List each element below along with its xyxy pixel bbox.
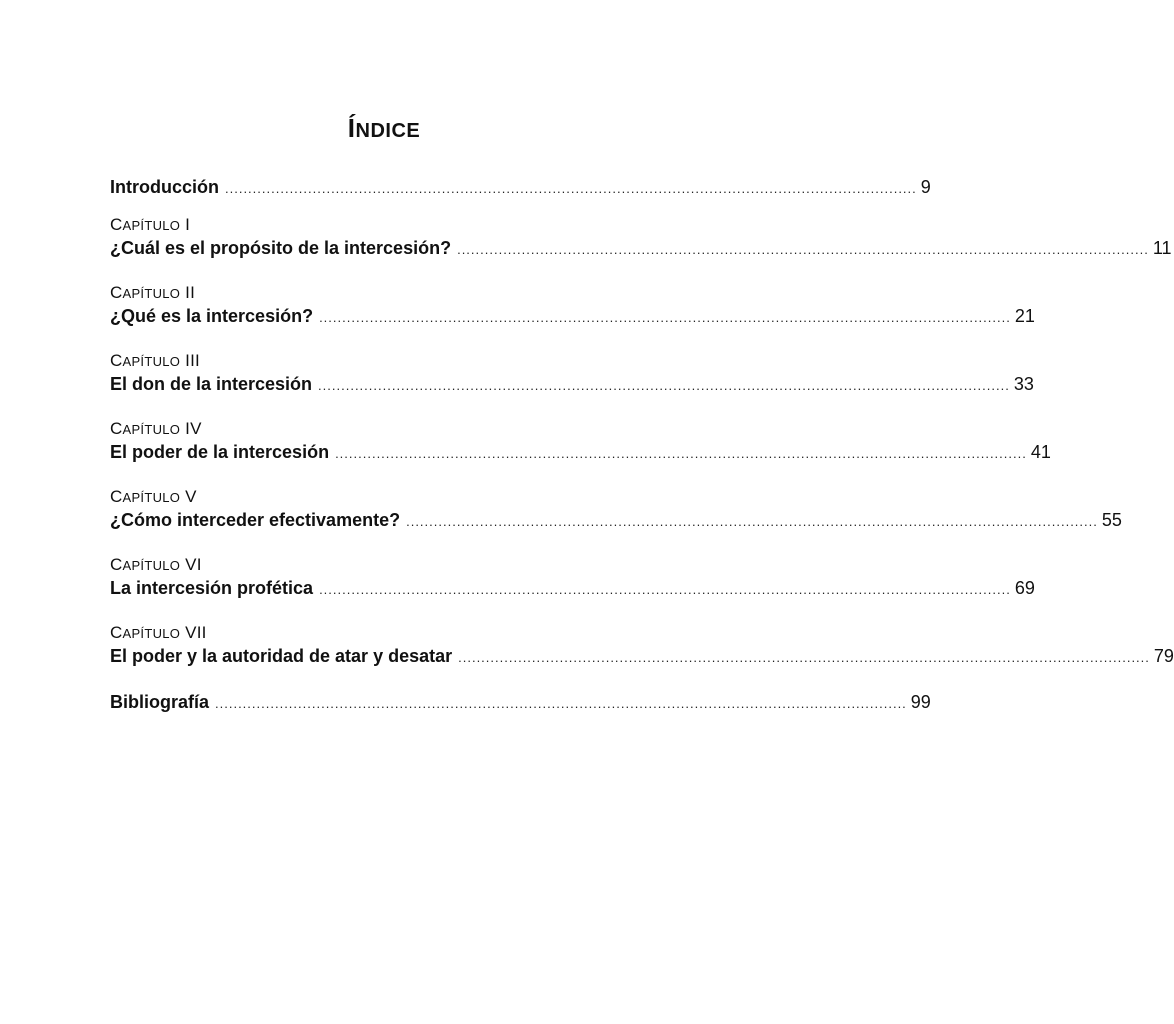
dot-leader: ......................................................................................................................................................	[318, 378, 1010, 393]
toc-entry-line	[110, 304, 1035, 330]
toc-chapter-5	[110, 487, 1122, 534]
page-number: 69	[1014, 578, 1035, 598]
page-title-rest: NDICE	[355, 120, 421, 142]
chapter-label	[110, 419, 722, 440]
chapter-word-initial: C	[110, 215, 123, 234]
chapter-numeral: I	[185, 215, 191, 234]
toc-entry-bibliography	[110, 690, 931, 716]
chapter-numeral: III	[185, 351, 200, 370]
page-number: 33	[1013, 374, 1034, 394]
dot-leader: ......................................................................................................................................................	[215, 696, 907, 711]
page-number: 9	[920, 177, 931, 197]
dot-leader: ......................................................................................................................................................	[319, 582, 1011, 597]
page-number: 79	[1153, 646, 1174, 666]
page-number: 21	[1014, 306, 1035, 326]
toc-entry-line	[110, 690, 931, 716]
toc-entry-line	[110, 175, 931, 201]
chapter-word-initial: C	[110, 487, 123, 506]
chapter-label	[110, 623, 722, 644]
toc-entry-line	[110, 644, 1174, 670]
page-title-initial: Í	[347, 113, 356, 143]
toc-entry-line	[110, 576, 1035, 602]
entry-title: ¿Qué es la intercesión?	[110, 306, 314, 326]
dot-leader: ......................................................................................................................................................	[335, 446, 1027, 461]
toc-chapter-7	[110, 623, 1174, 670]
toc-entry-line	[110, 372, 1034, 398]
chapter-word-rest: APÍTULO	[122, 490, 181, 505]
chapter-numeral: V	[185, 487, 197, 506]
entry-title: El poder y la autoridad de atar y desatar	[110, 646, 453, 666]
toc-chapter-4	[110, 419, 1051, 466]
toc-entry-line	[110, 236, 1172, 262]
entry-title: Introducción	[110, 177, 219, 197]
toc-entry-line	[110, 440, 1051, 466]
page-number: 55	[1101, 510, 1122, 530]
page-number: 41	[1030, 442, 1051, 462]
toc-chapter-1	[110, 215, 1172, 262]
chapter-word-rest: APÍTULO	[122, 218, 181, 233]
entry-title: ¿Cuál es el propósito de la intercesión?	[110, 238, 452, 258]
toc-entry-line	[110, 508, 1122, 534]
chapter-numeral: VII	[185, 623, 207, 642]
entry-title: Bibliografía	[110, 692, 210, 712]
page-title	[0, 113, 768, 144]
entry-title: ¿Cómo interceder efectivamente?	[110, 510, 401, 530]
chapter-word-initial: C	[110, 419, 123, 438]
dot-leader: ......................................................................................................................................................	[406, 514, 1098, 529]
chapter-label	[110, 351, 722, 372]
chapter-word-rest: APÍTULO	[122, 354, 181, 369]
dot-leader: ......................................................................................................................................................	[458, 650, 1150, 665]
toc-chapter-3	[110, 351, 1034, 398]
chapter-word-rest: APÍTULO	[122, 286, 181, 301]
chapter-word-initial: C	[110, 283, 123, 302]
table-of-contents	[110, 175, 1174, 716]
chapter-word-rest: APÍTULO	[122, 626, 181, 641]
entry-title: El poder de la intercesión	[110, 442, 330, 462]
page-number: 11	[1152, 238, 1172, 258]
dot-leader: ......................................................................................................................................................	[319, 310, 1011, 325]
entry-title: La intercesión profética	[110, 578, 314, 598]
chapter-label	[110, 215, 722, 236]
dot-leader: ......................................................................................................................................................	[225, 181, 917, 196]
chapter-word-rest: APÍTULO	[122, 558, 181, 573]
chapter-label	[110, 555, 722, 576]
toc-chapter-2	[110, 283, 1035, 330]
chapter-label	[110, 283, 722, 304]
chapter-word-rest: APÍTULO	[122, 422, 181, 437]
toc-chapter-6	[110, 555, 1035, 602]
entry-title: El don de la intercesión	[110, 374, 313, 394]
dot-leader: ......................................................................................................................................................	[457, 242, 1149, 257]
page-number: 99	[910, 692, 931, 712]
chapter-word-initial: C	[110, 623, 123, 642]
chapter-label	[110, 487, 722, 508]
chapter-word-initial: C	[110, 351, 123, 370]
chapter-numeral: IV	[185, 419, 202, 438]
chapter-numeral: VI	[185, 555, 202, 574]
chapter-word-initial: C	[110, 555, 123, 574]
toc-entry-introduction	[110, 175, 931, 201]
chapter-numeral: II	[185, 283, 196, 302]
